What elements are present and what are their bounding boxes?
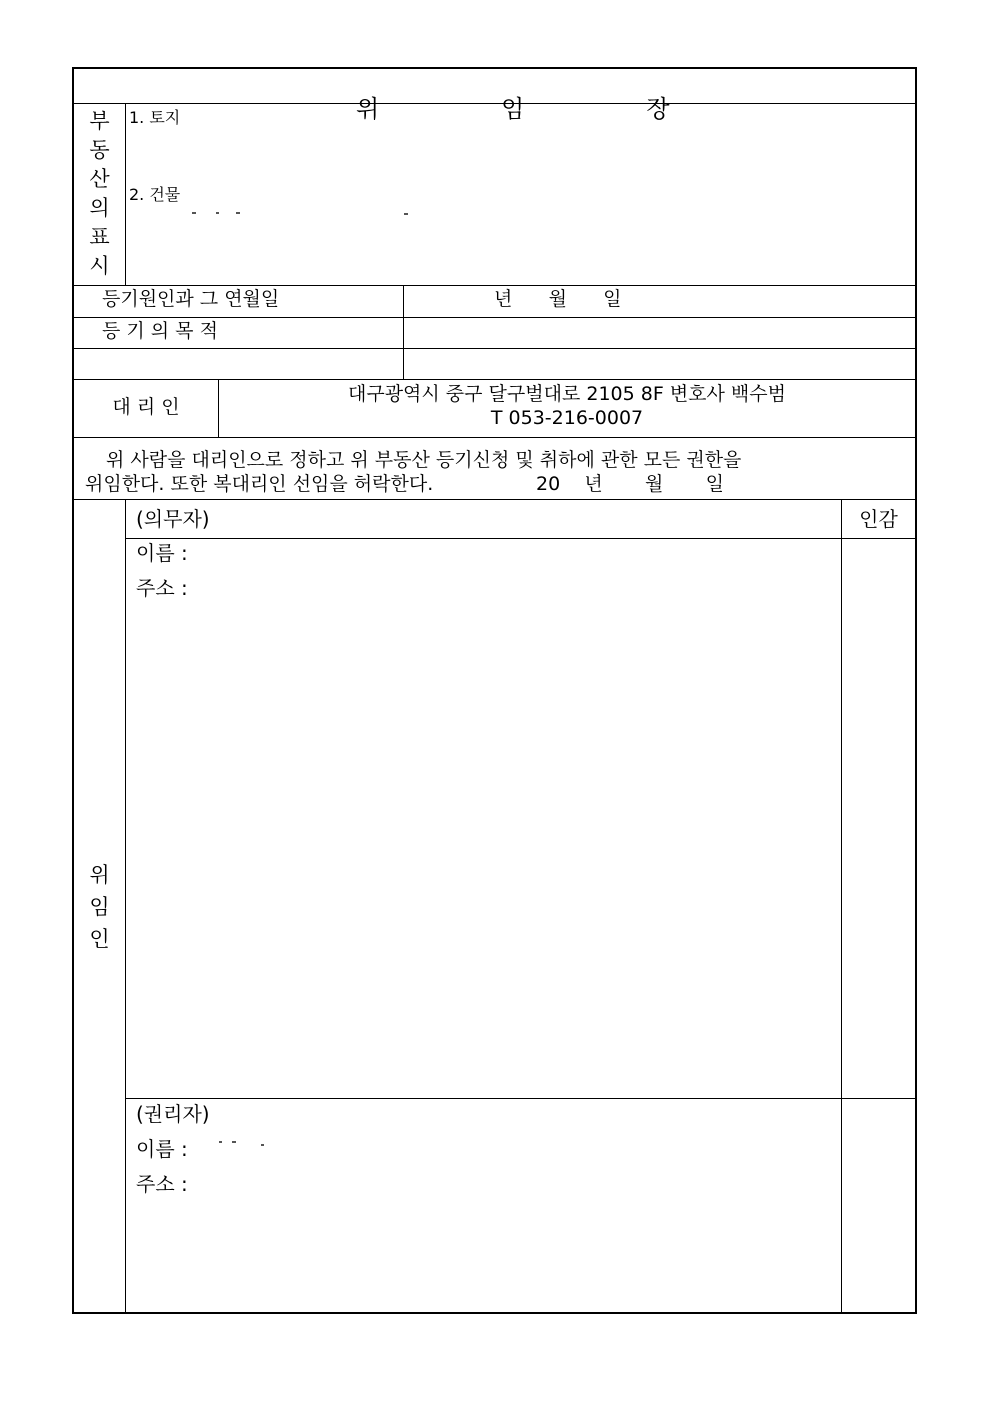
registration-cause-label: 등기원인과 그 연월일 <box>102 288 280 310</box>
property-side-label: 부 동 산 의 표 시 <box>89 109 110 278</box>
obligor-name-label: 이름 : <box>136 541 188 565</box>
form-title <box>74 73 915 145</box>
holder-name-label: 이름 : <box>136 1137 188 1161</box>
property-item-building: 2. 건물 <box>129 185 181 204</box>
delegation-statement-line2: 위임한다. 또한 복대리인 선임을 허락한다. <box>85 473 434 495</box>
agent-address: 대구광역시 중구 달구벌대로 2105 8F 변호사 백수범 <box>348 383 786 405</box>
title-char-3: 장 <box>646 95 672 123</box>
holder-address-label: 주소 : <box>136 1172 188 1196</box>
power-of-attorney-form <box>72 67 917 1314</box>
registration-cause-date[interactable]: 년 월 일 <box>494 288 622 310</box>
seal-header: 인감 <box>859 507 898 531</box>
obligor-heading: (의무자) <box>136 507 210 531</box>
property-item-land: 1. 토지 <box>129 108 181 127</box>
agent-label: 대 리 인 <box>112 396 180 418</box>
grantor-side-label: 위 임 인 <box>89 863 110 951</box>
delegation-date[interactable]: 20 년 월 일 <box>536 473 724 495</box>
registration-purpose-label: 등 기 의 목 적 <box>102 320 218 342</box>
delegation-statement-line1: 위 사람을 대리인으로 정하고 위 부동산 등기신청 및 취하에 관한 모든 권한을 <box>106 449 742 471</box>
title-char-2: 임 <box>501 95 527 123</box>
title-char-1: 위 <box>355 95 382 123</box>
agent-phone: T 053-216-0007 <box>490 407 644 429</box>
obligor-address-label: 주소 : <box>136 576 188 600</box>
holder-heading: (권리자) <box>136 1102 210 1126</box>
